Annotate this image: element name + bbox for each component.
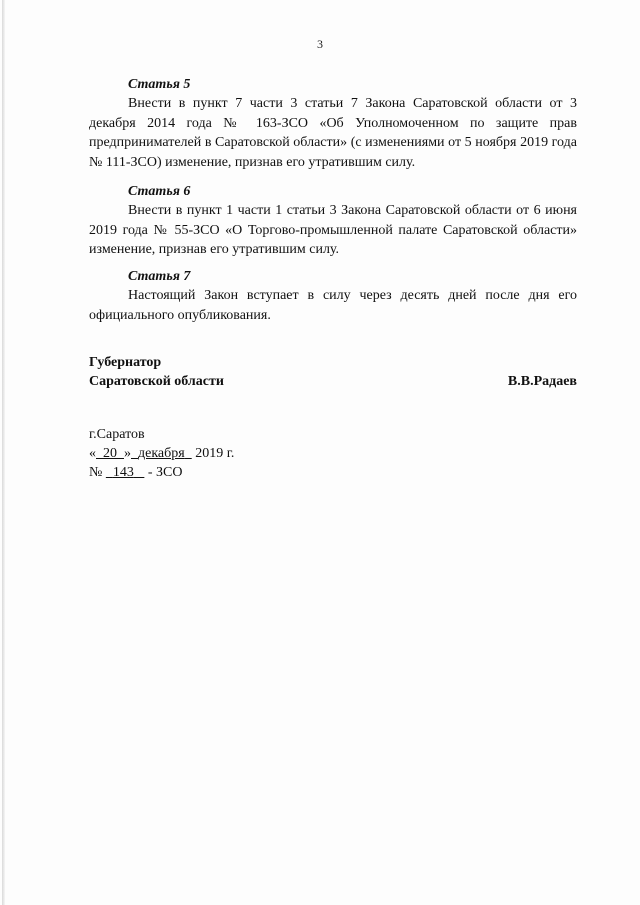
city: г.Саратов (89, 427, 145, 442)
article-6 (89, 182, 577, 260)
law-number-line (89, 463, 234, 482)
scan-edge-shadow (2, 0, 5, 905)
article-text: Внести в пункт 7 части 3 статьи 7 Закона Саратовской области от 3 декабря 2014 года № 163-ЗСО «Об Уполномоченном по защите прав предпринимателей в Саратовской области» (с изменениями от 5 ноября 2019 года № 111-ЗСО) изменение, признав его утратившим силу. (89, 96, 577, 170)
position-title: Губернатор (89, 355, 162, 370)
signatory-name: В.В.Радаев (507, 374, 577, 389)
date-year: 2019 г. (195, 446, 235, 461)
article-text: Настоящий Закон вступает в силу через десять дней после дня его официального опубликования. (89, 288, 577, 323)
signature-position-line2 (89, 372, 577, 391)
date-line (89, 444, 234, 463)
number-sign: № (89, 465, 103, 480)
date-month: декабря (138, 446, 185, 461)
article-title: Статья 6 (128, 184, 191, 199)
date-day: 20 (103, 446, 117, 461)
law-number: 143 (112, 465, 134, 480)
signature-block (89, 353, 577, 391)
page-number: 3 (317, 37, 323, 51)
place-date-number-block (89, 425, 234, 482)
article-text: Внести в пункт 1 части 1 статьи 3 Закона Саратовской области от 6 июня 2019 года № 55-ЗСО «О Торгово-промышленной палате Саратовской области» изменение, признав его утратившим силу. (89, 203, 577, 257)
article-title: Статья 5 (128, 77, 191, 92)
quote-close: » (124, 446, 131, 461)
quote-open: « (89, 446, 96, 461)
position-region: Саратовской области (89, 374, 224, 389)
law-suffix: - ЗСО (147, 465, 183, 480)
article-7 (89, 267, 577, 325)
article-5 (89, 75, 577, 172)
signature-position-line1 (89, 353, 577, 372)
article-title: Статья 7 (128, 269, 191, 284)
